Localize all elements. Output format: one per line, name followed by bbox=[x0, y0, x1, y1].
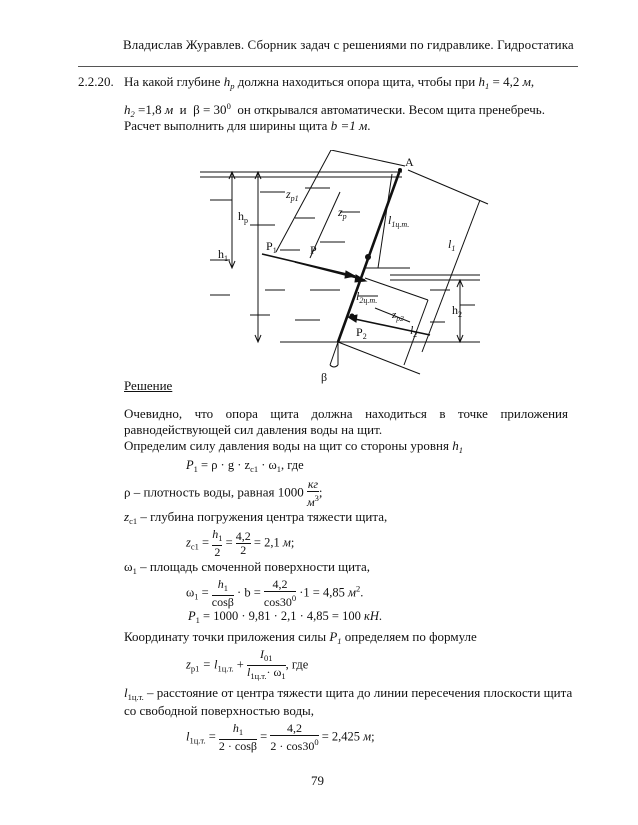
rho-definition: ρ – плотность воды, равная 1000 $\frac{кг}{м^3}$ ; bbox=[124, 477, 323, 509]
omega-definition: $\omega_1$ – площадь смоченной поверхности щита, bbox=[124, 559, 370, 576]
header-rule bbox=[78, 66, 578, 67]
svg-text:l2ц.т.: $l_{2ц.т.}$ bbox=[356, 289, 378, 305]
svg-text:h2: $h_2$ bbox=[452, 303, 462, 319]
svg-text:P: P bbox=[310, 243, 317, 257]
svg-text:zp: $z_p$ bbox=[338, 205, 347, 221]
formula-omega: $\omega_1$ = $\frac{h_1}{\cos\beta}$ · b = $\frac{4,2}{\cos 30^0}$ ·1 = 4,85 $м^2$. bbox=[186, 577, 364, 609]
formula-lct: $l_{1ц.т.}$ = $\frac{h_1}{2 \cdot \cos\beta}$ = $\frac{4,2}{2 \cdot \cos 30^0}$ = 2,425 м; bbox=[186, 721, 375, 753]
gate-diagram bbox=[190, 150, 490, 385]
svg-text:l2: $l_2$ bbox=[410, 323, 418, 339]
page-number: 79 bbox=[311, 773, 324, 788]
solution-para-2: Определим силу давления воды на щит со стороны уровня $h_1$ bbox=[124, 438, 463, 455]
solution-para-1: Очевидно, что опора щита должна находиться в точке приложения bbox=[124, 406, 568, 421]
formula-zp1: $z_{p1} = l_{1ц.т.}$ + $\frac{I_{01}}{l_{1ц.т.}\cdot \omega_1}$ , где bbox=[186, 647, 309, 681]
problem-line-2: $h_2 =1,8$ м и $\beta = 30^0$ он открывался автоматически. Весом щита пренебречь. bbox=[124, 101, 545, 119]
formula-zc1: $z_{c1}$ = $\frac{h_1}{2}$ = $\frac{4,2}{2}$ = 2,1 м; bbox=[186, 527, 295, 559]
running-header: Владислав Журавлев. Сборник задач с решениями по гидравлике. Гидростатика bbox=[123, 37, 574, 52]
formula-P1-calc: $P_1 = 1000 \cdot 9,81 \cdot 2,1 \cdot 4,85 = 100$ кН. bbox=[188, 609, 382, 625]
lct-definition-2: со свободной поверхностью воды, bbox=[124, 703, 315, 718]
svg-text:l1ц.т.: $l_{1ц.т.}$ bbox=[388, 213, 410, 229]
svg-text:β: β bbox=[321, 370, 328, 384]
svg-text:zp2: $z_{p2}$ bbox=[392, 309, 404, 323]
gate-support-dot bbox=[365, 254, 371, 260]
solution-heading: Решение bbox=[124, 378, 173, 393]
lct-definition: $l_{1ц.т.}$ – расстояние от центра тяжести щита до линии пересечения плоскости щита bbox=[124, 685, 573, 702]
label-A: A bbox=[405, 155, 414, 169]
formula-P1: $P_1 = \rho \cdot g \cdot z_{c1} \cdot \omega_1$, где bbox=[186, 458, 304, 474]
solution-para-1b: равнодействующей сил давления воды на щит. bbox=[124, 422, 383, 437]
svg-text:P1: $P_1$ bbox=[266, 239, 277, 255]
svg-text:hp: $h_p$ bbox=[238, 209, 248, 225]
problem-number: 2.2.20. bbox=[78, 74, 114, 89]
coord-text: Координату точки приложения силы $P_1$ определяем по формуле bbox=[124, 629, 477, 646]
svg-text:l1: $l_1$ bbox=[448, 237, 456, 253]
svg-text:h1: $h_1$ bbox=[218, 247, 228, 263]
problem-line-3: Расчет выполнить для ширины щита b =1 м. bbox=[124, 118, 371, 133]
problem-line-1: На какой глубине $h_p$ должна находиться опора щита, чтобы при $h_1 = 4,2$ м, bbox=[124, 74, 535, 91]
svg-text:P2: $P_2$ bbox=[356, 325, 367, 341]
zc1-definition: $z_{c1}$ – глубина погружения центра тяжести щита, bbox=[124, 509, 388, 526]
svg-text:zp1: $z_{p1}$ bbox=[286, 187, 299, 203]
